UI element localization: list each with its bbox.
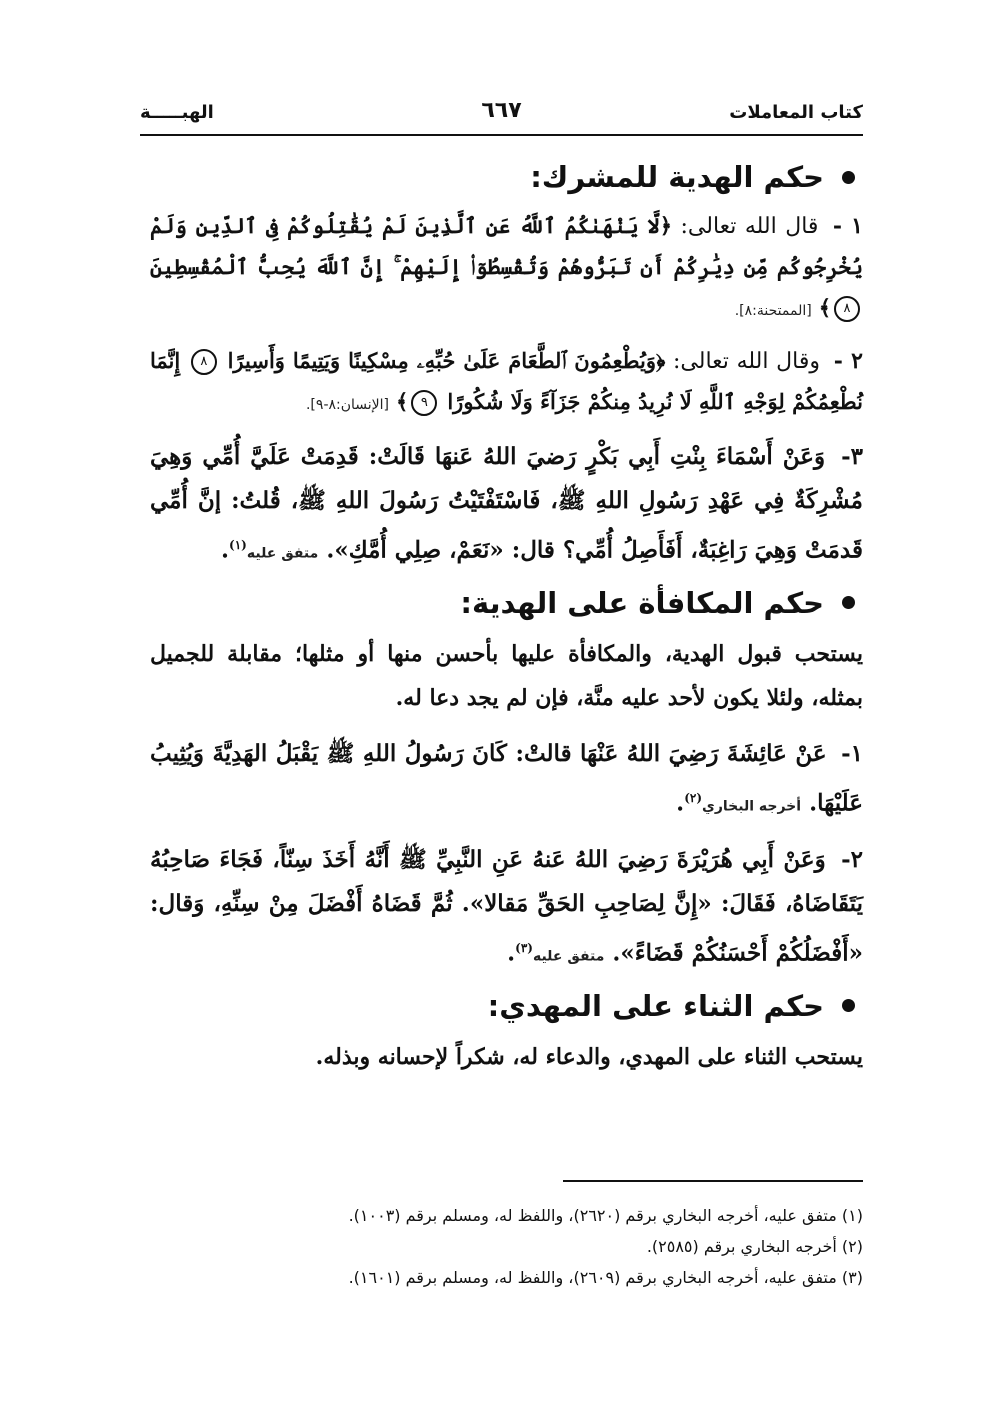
footnote-marker: (٢) bbox=[684, 790, 703, 805]
footnotes bbox=[140, 1200, 863, 1293]
quran-item-1 bbox=[150, 206, 863, 331]
section-heading-gift-to-polytheist bbox=[150, 160, 863, 194]
quran-close-bracket: ﴾ bbox=[396, 389, 409, 414]
sentence-end: . bbox=[676, 789, 685, 817]
footnote-marker: (١) bbox=[229, 538, 247, 552]
page-number: ٦٦٧ bbox=[481, 98, 522, 123]
item-number: ١- bbox=[841, 739, 863, 767]
header-rule bbox=[140, 134, 863, 136]
section-heading-reciprocating-gift bbox=[150, 586, 863, 620]
item-number: ٣- bbox=[841, 443, 864, 470]
quran-item-2 bbox=[150, 341, 863, 425]
hadith-text: وَعَنْ أَسْمَاءَ بِنْتِ أَبِي بَكْرٍ رَضيَ اللهُ عَنهَا قَالَتْ: قَدِمَتْ عَلَيَّ أُمِّي وَهِيَ مُشْرِكَةٌ فِي عَهْدِ رَسُولِ اللهِ ﷺ، فَاسْتَفْتَيْتُ رَسُولَ اللهِ ﷺ، قُلتُ: إنَّ أُمِّي قَدمَتْ وَهِيَ رَاغِبَةٌ، أَفَأَصِلُ أُمِّي؟ قال: «نَعَمْ، صِلِي أُمَّكِ». bbox=[150, 443, 863, 564]
hadith-item-1 bbox=[150, 732, 863, 829]
hadith-item-3 bbox=[150, 435, 863, 576]
ayah-number-mark: ٩ bbox=[411, 390, 437, 416]
hadith-reference: متفق عليه bbox=[532, 948, 605, 965]
page-content bbox=[150, 160, 863, 1091]
footnote-3: (٣) متفق عليه، أخرجه البخاري برقم (٢٦٠٩)، واللفظ له، ومسلم برقم (١٦٠١). bbox=[348, 1268, 863, 1287]
footnote-marker: (٣) bbox=[515, 941, 533, 956]
bullet-icon bbox=[842, 596, 855, 609]
item-number: ١ - bbox=[832, 213, 863, 239]
verse-reference: [الإنسان:٨-٩]. bbox=[305, 397, 390, 413]
ayah-number-mark: ٨ bbox=[191, 349, 217, 375]
quran-verse: ﴿لَّا يَنْهَىٰكُمُ ٱللَّهُ عَنِ ٱلَّذِينَ لَمْ يُقَٰتِلُوكُمْ فِى ٱلدِّينِ وَلَمْ يُخْرِجُوكُم مِّن دِيَٰرِكُمْ أَن تَبَرُّوهُمْ وَتُقْسِطُوٓا۟ إِلَيْهِمْ ۚ إِنَّ ٱللَّهَ يُحِبُّ ٱلْمُقْسِطِينَ bbox=[150, 213, 863, 279]
sentence-end: . bbox=[507, 939, 516, 967]
section-title: حكم الثناء على المهدي: bbox=[487, 988, 824, 1023]
section-title: حكم المكافأة على الهدية: bbox=[460, 585, 824, 620]
bullet-icon bbox=[842, 999, 855, 1012]
item-intro: وقال الله تعالى: bbox=[673, 349, 820, 374]
hadith-text: وَعَنْ أَبِي هُرَيْرَةَ رَضِيَ اللهُ عَنهُ عَنِ النَّبِيِّ ﷺ أَنَّهُ أَخَذَ سِنّاً، فَجَاءَ صَاحِبُهُ يَتَقَاضَاهُ، فَقَالَ: «إِنَّ لِصَاحِبِ الحَقِّ مَقالا». ثُمَّ قَضَاهُ أَفْضَلَ مِنْ سِنِّهِ، وَقال: «أَفْضَلُكُمْ أَحْسَنُكُمْ قَضَاءً». bbox=[150, 846, 863, 967]
section-heading-praising-giver bbox=[150, 989, 863, 1023]
item-intro: قال الله تعالى: bbox=[680, 214, 819, 239]
section-paragraph: يستحب الثناء على المهدي، والدعاء له، شكراً لإحسانه وبذله. bbox=[315, 1043, 863, 1070]
section-paragraph: يستحب قبول الهدية، والمكافأة عليها بأحسن منها أو مثلها؛ مقابلة للجميل بمثله، ولئلا يكون لأحد عليه منَّة، فإن لم يجد دعا له. bbox=[150, 640, 864, 711]
item-number: ٢ - bbox=[833, 348, 863, 374]
sentence-end: . bbox=[221, 536, 230, 564]
book-title: كتاب المعاملات bbox=[729, 102, 863, 123]
footnote-2: (٢) أخرجه البخاري برقم (٢٥٨٥). bbox=[646, 1237, 863, 1256]
footnote-rule bbox=[563, 1180, 863, 1182]
running-header bbox=[140, 98, 863, 132]
hadith-item-2 bbox=[150, 838, 863, 979]
bullet-icon bbox=[842, 171, 855, 184]
hadith-reference: متفق عليه bbox=[246, 545, 319, 562]
hadith-text: عَنْ عَائِشَةَ رَضِيَ اللهُ عَنْهَا قالتْ: كَانَ رَسُولُ اللهِ ﷺ يَقْبَلُ الهَدِيَّةَ وَيُثِيبُ عَلَيْهَا. bbox=[150, 739, 863, 817]
chapter-title: الهبـــــة bbox=[140, 102, 214, 123]
section-title: حكم الهدية للمشرك: bbox=[530, 160, 824, 194]
hadith-reference: أخرجه البخاري bbox=[702, 798, 802, 815]
quran-verse: ﴿وَيُطْعِمُونَ ٱلطَّعَامَ عَلَىٰ حُبِّهِۦ مِسْكِينًا وَيَتِيمًا وَأَسِيرًا bbox=[227, 348, 666, 373]
verse-reference: [الممتحنة:٨]. bbox=[734, 303, 812, 319]
item-number: ٢- bbox=[841, 846, 864, 874]
quran-close-bracket: ﴾ bbox=[818, 295, 831, 320]
quran-verse: إِنَّمَا نُطْعِمُكُمْ لِوَجْهِ ٱللَّهِ لَا نُرِيدُ مِنكُمْ جَزَآءً وَلَا شُكُورًا bbox=[150, 348, 863, 414]
footnote-1: (١) متفق عليه، أخرجه البخاري برقم (٢٦٢٠)، واللفظ له، ومسلم برقم (١٠٠٣). bbox=[348, 1206, 863, 1225]
ayah-number-mark: ٨ bbox=[834, 296, 860, 322]
